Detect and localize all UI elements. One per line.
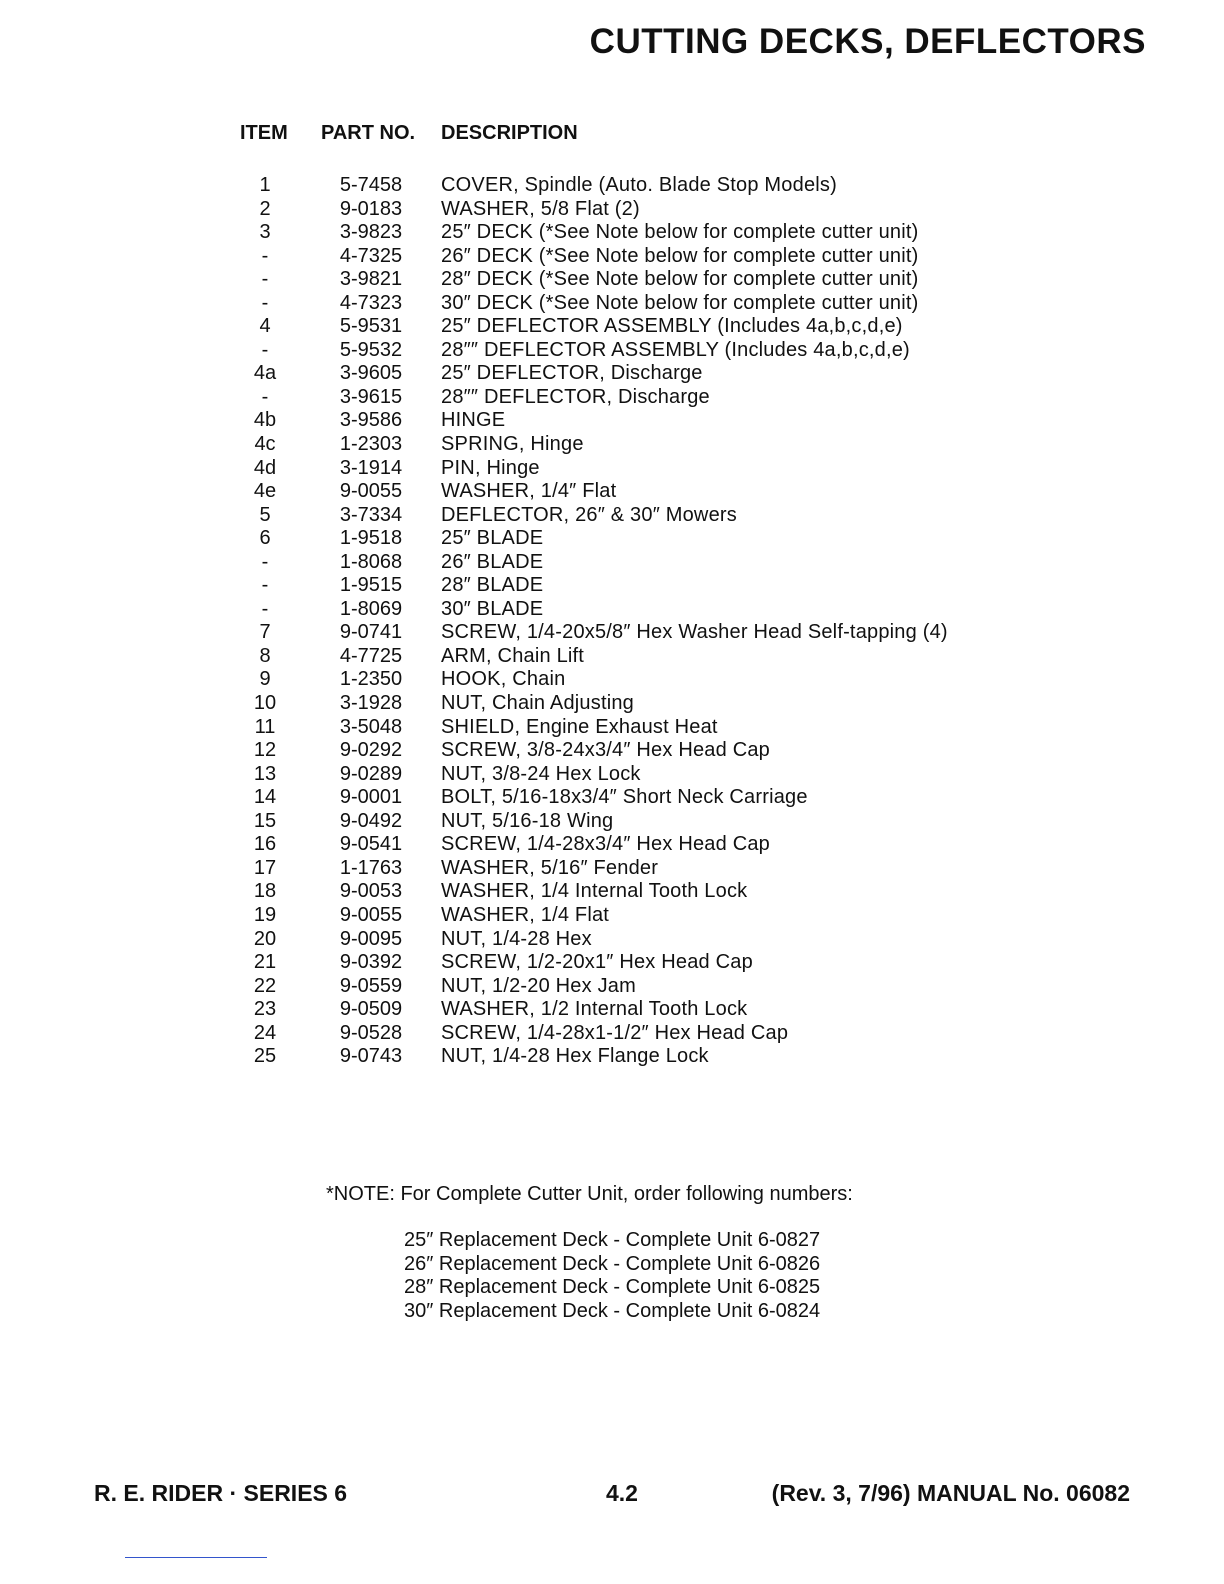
part-description: WASHER, 5/16″ Fender xyxy=(441,856,659,879)
item-number: 17 xyxy=(253,856,277,879)
table-row xyxy=(0,551,1224,575)
table-row xyxy=(0,1045,1224,1069)
footer-page-number: 4.2 xyxy=(606,1480,638,1506)
column-header-item: ITEM xyxy=(240,122,288,144)
table-row xyxy=(0,810,1224,834)
part-description: NUT, Chain Adjusting xyxy=(441,692,634,715)
part-description: SPRING, Hinge xyxy=(441,433,584,456)
table-row xyxy=(0,268,1224,292)
table-row xyxy=(0,292,1224,316)
item-number: - xyxy=(261,268,269,291)
part-description: NUT, 3/8-24 Hex Lock xyxy=(441,762,641,785)
table-row xyxy=(0,739,1224,763)
part-description: SCREW, 1/2-20x1″ Hex Head Cap xyxy=(441,951,753,974)
table-row xyxy=(0,386,1224,410)
part-description: NUT, 5/16-18 Wing xyxy=(441,809,614,832)
part-number: 1-1763 xyxy=(339,856,403,879)
item-number: 4d xyxy=(253,456,277,479)
item-number: 4e xyxy=(253,480,277,503)
item-number: 19 xyxy=(253,903,277,926)
part-number: 3-9821 xyxy=(339,268,403,291)
item-number: 20 xyxy=(253,927,277,950)
part-description: NUT, 1/4-28 Hex Flange Lock xyxy=(441,1045,709,1068)
column-header-part-no: PART NO. xyxy=(321,122,416,144)
part-number: 3-1914 xyxy=(339,456,403,479)
part-number: 9-0055 xyxy=(339,903,403,926)
part-number: 1-8068 xyxy=(339,550,403,573)
part-number: 9-0741 xyxy=(339,621,403,644)
item-number: 12 xyxy=(253,739,277,762)
table-row xyxy=(0,621,1224,645)
part-number: 3-5048 xyxy=(339,715,403,738)
part-description: BOLT, 5/16-18x3/4″ Short Neck Carriage xyxy=(441,786,808,809)
part-description: SCREW, 3/8-24x3/4″ Hex Head Cap xyxy=(441,739,770,762)
part-number: 9-0492 xyxy=(339,809,403,832)
part-number: 3-9615 xyxy=(339,385,403,408)
part-number: 9-0292 xyxy=(339,739,403,762)
item-number: 5 xyxy=(259,503,271,526)
part-description: DEFLECTOR, 26″ & 30″ Mowers xyxy=(441,503,737,526)
item-number: 24 xyxy=(253,1021,277,1044)
part-description: WASHER, 1/4 Flat xyxy=(441,903,610,926)
part-description: 25″ DEFLECTOR ASSEMBLY (Includes 4a,b,c,d,e) xyxy=(441,315,903,338)
part-description: HINGE xyxy=(441,409,506,432)
item-number: 23 xyxy=(253,998,277,1021)
item-number: - xyxy=(261,244,269,267)
part-description: WASHER, 1/4″ Flat xyxy=(441,480,617,503)
part-description: SCREW, 1/4-28x3/4″ Hex Head Cap xyxy=(441,833,770,856)
table-row xyxy=(0,857,1224,881)
part-number: 1-2303 xyxy=(339,433,403,456)
note-text: *NOTE: For Complete Cutter Unit, order following numbers: xyxy=(326,1183,853,1205)
part-description: 30″ BLADE xyxy=(441,597,544,620)
table-row xyxy=(0,786,1224,810)
part-number: 5-7458 xyxy=(339,174,403,196)
item-number: 18 xyxy=(253,880,277,903)
item-number: 21 xyxy=(253,951,277,974)
part-description: ARM, Chain Lift xyxy=(441,644,585,667)
part-number: 5-9531 xyxy=(339,315,403,338)
item-number: 13 xyxy=(253,762,277,785)
item-number: 16 xyxy=(253,833,277,856)
part-number: 1-8069 xyxy=(339,597,403,620)
column-header-description: DESCRIPTION xyxy=(441,122,578,144)
replacement-units-list xyxy=(404,1229,820,1323)
item-number: 4c xyxy=(254,433,276,456)
part-description: 28″″ DEFLECTOR, Discharge xyxy=(441,385,710,408)
table-row xyxy=(0,527,1224,551)
part-description: 26″ BLADE xyxy=(441,550,544,573)
part-description: NUT, 1/4-28 Hex xyxy=(441,927,592,950)
item-number: 4a xyxy=(253,362,277,385)
table-row xyxy=(0,433,1224,457)
part-description: WASHER, 1/2 Internal Tooth Lock xyxy=(441,998,748,1021)
item-number: 4 xyxy=(259,315,271,338)
table-row xyxy=(0,221,1224,245)
part-description: WASHER, 1/4 Internal Tooth Lock xyxy=(441,880,748,903)
item-number: - xyxy=(261,550,269,573)
item-number: 8 xyxy=(259,644,271,667)
part-number: 9-0541 xyxy=(339,833,403,856)
table-row xyxy=(0,880,1224,904)
replacement-unit-line: 26″ Replacement Deck - Complete Unit 6-0826 xyxy=(404,1252,821,1275)
parts-table xyxy=(0,174,1224,1069)
replacement-unit-line: 28″ Replacement Deck - Complete Unit 6-0825 xyxy=(404,1276,821,1298)
part-number: 9-0743 xyxy=(339,1045,403,1068)
table-row xyxy=(0,315,1224,339)
replacement-unit-line: 25″ Replacement Deck - Complete Unit 6-0827 xyxy=(404,1229,821,1251)
item-number: 7 xyxy=(259,621,271,644)
item-number: 6 xyxy=(259,527,271,550)
item-number: 25 xyxy=(253,1045,277,1068)
part-number: 9-0095 xyxy=(339,927,403,950)
table-row xyxy=(0,645,1224,669)
part-description: 30″ DECK (*See Note below for complete cutter unit) xyxy=(441,291,919,314)
part-number: 3-9605 xyxy=(339,362,403,385)
part-description: NUT, 1/2-20 Hex Jam xyxy=(441,974,636,997)
part-number: 1-9518 xyxy=(339,527,403,550)
item-number: 22 xyxy=(253,974,277,997)
item-number: - xyxy=(261,597,269,620)
footer-series: R. E. RIDER · SERIES 6 xyxy=(94,1480,348,1506)
table-row xyxy=(0,480,1224,504)
footer-manual-number: (Rev. 3, 7/96) MANUAL No. 06082 xyxy=(771,1480,1130,1506)
table-row xyxy=(0,457,1224,481)
part-number: 3-9586 xyxy=(339,409,403,432)
item-number: 14 xyxy=(253,786,277,809)
part-number: 4-7325 xyxy=(339,244,403,267)
part-description: SCREW, 1/4-28x1-1/2″ Hex Head Cap xyxy=(441,1021,789,1044)
table-row xyxy=(0,833,1224,857)
part-number: 3-9823 xyxy=(339,221,403,244)
page-title: CUTTING DECKS, DEFLECTORS xyxy=(589,22,1146,61)
part-number: 3-1928 xyxy=(339,692,403,715)
item-number: - xyxy=(261,291,269,314)
item-number: - xyxy=(261,385,269,408)
table-row xyxy=(0,763,1224,787)
part-number: 9-0289 xyxy=(339,762,403,785)
item-number: 4b xyxy=(253,409,277,432)
part-description: 26″ DECK (*See Note below for complete cutter unit) xyxy=(441,244,919,267)
table-row xyxy=(0,928,1224,952)
part-description: 28″ DECK (*See Note below for complete cutter unit) xyxy=(441,268,919,291)
part-number: 9-0392 xyxy=(339,951,403,974)
part-number: 9-0528 xyxy=(339,1021,403,1044)
table-row xyxy=(0,668,1224,692)
part-number: 9-0509 xyxy=(339,998,403,1021)
item-number: - xyxy=(261,338,269,361)
part-description: SCREW, 1/4-20x5/8″ Hex Washer Head Self-tapping (4) xyxy=(441,621,948,644)
table-row xyxy=(0,174,1224,198)
table-row xyxy=(0,716,1224,740)
part-description: 25″ BLADE xyxy=(441,527,544,550)
item-number: 9 xyxy=(259,668,271,691)
item-number: - xyxy=(261,574,269,597)
part-number: 9-0559 xyxy=(339,974,403,997)
table-row xyxy=(0,409,1224,433)
part-number: 4-7725 xyxy=(339,644,403,667)
part-number: 9-0055 xyxy=(339,480,403,503)
part-description: SHIELD, Engine Exhaust Heat xyxy=(441,715,718,738)
part-number: 9-0183 xyxy=(339,197,403,220)
part-description: 25″ DEFLECTOR, Discharge xyxy=(441,362,703,385)
part-number: 9-0053 xyxy=(339,880,403,903)
item-number: 15 xyxy=(253,809,277,832)
item-number: 2 xyxy=(259,197,271,220)
part-description: HOOK, Chain xyxy=(441,668,566,691)
item-number: 1 xyxy=(259,174,271,196)
item-number: 10 xyxy=(253,692,277,715)
table-row xyxy=(0,998,1224,1022)
table-row xyxy=(0,598,1224,622)
table-row xyxy=(0,574,1224,598)
part-number: 9-0001 xyxy=(339,786,403,809)
table-row xyxy=(0,362,1224,386)
divider xyxy=(125,1557,267,1558)
part-number: 4-7323 xyxy=(339,291,403,314)
part-description: 25″ DECK (*See Note below for complete cutter unit) xyxy=(441,221,919,244)
part-number: 1-9515 xyxy=(339,574,403,597)
part-number: 3-7334 xyxy=(339,503,403,526)
table-row xyxy=(0,504,1224,528)
replacement-unit-line: 30″ Replacement Deck - Complete Unit 6-0824 xyxy=(404,1299,821,1322)
item-number: 3 xyxy=(259,221,271,244)
part-number: 5-9532 xyxy=(339,338,403,361)
table-row xyxy=(0,692,1224,716)
part-description: COVER, Spindle (Auto. Blade Stop Models) xyxy=(441,174,837,196)
table-row xyxy=(0,1022,1224,1046)
part-description: 28″ BLADE xyxy=(441,574,544,597)
part-description: WASHER, 5/8 Flat (2) xyxy=(441,197,640,220)
item-number: 11 xyxy=(254,715,276,738)
part-number: 1-2350 xyxy=(339,668,403,691)
table-row xyxy=(0,975,1224,999)
table-row xyxy=(0,339,1224,363)
part-description: 28″″ DEFLECTOR ASSEMBLY (Includes 4a,b,c,d,e) xyxy=(441,338,910,361)
table-row xyxy=(0,198,1224,222)
table-row xyxy=(0,245,1224,269)
part-description: PIN, Hinge xyxy=(441,456,540,479)
table-row xyxy=(0,951,1224,975)
table-row xyxy=(0,904,1224,928)
